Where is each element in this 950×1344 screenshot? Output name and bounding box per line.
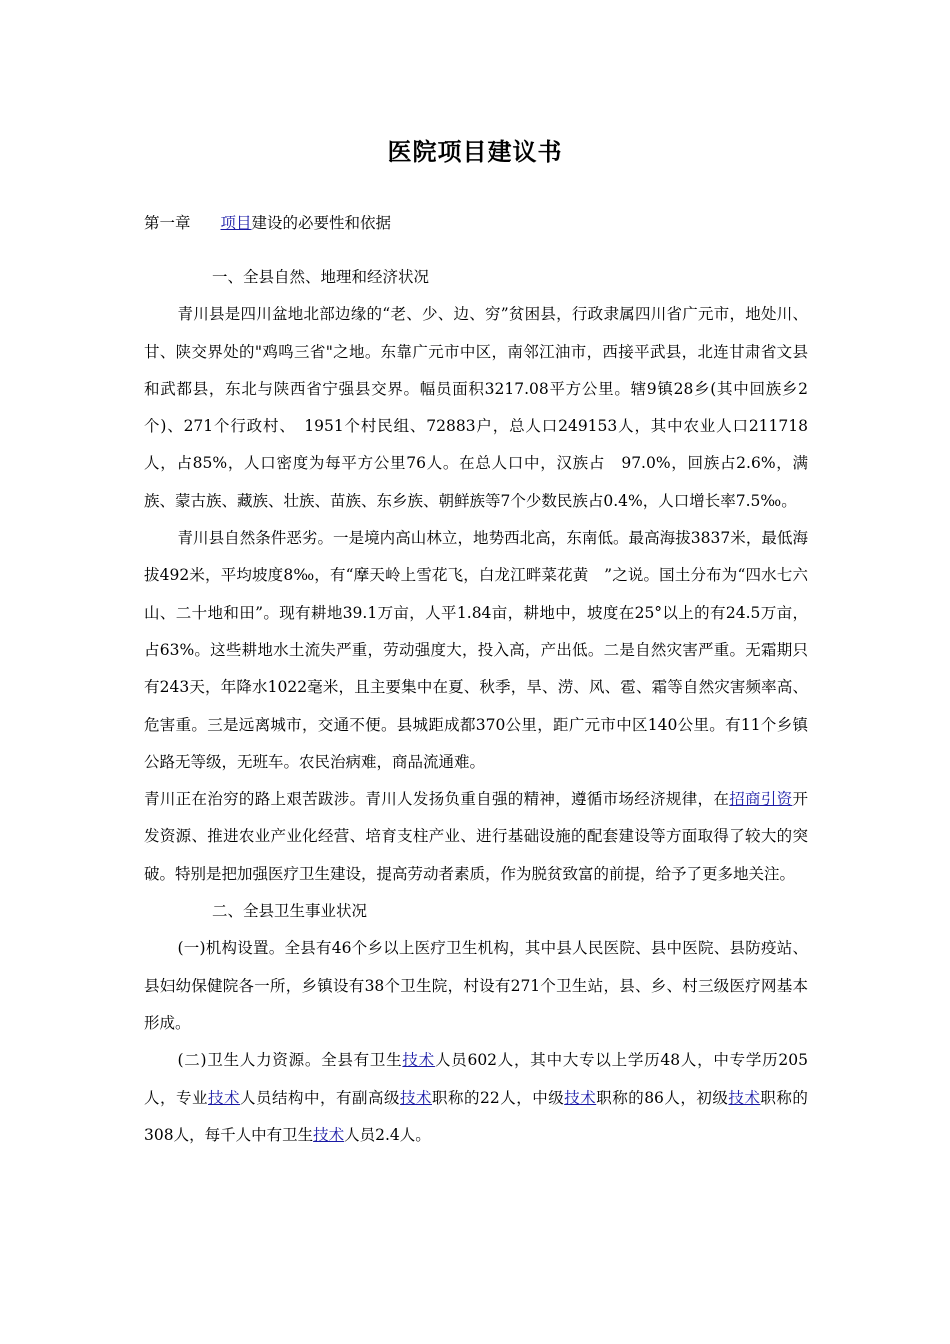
- paragraph-3-text-b: 开发资源、推进农业产业化经营、培育支柱产业、进行基础设施的配套建设等方面取得了较大的突破。特别是把加强医疗卫生建设，提高劳动者素质，作为脱贫致富的前提，给予了更多地关注。: [144, 790, 808, 883]
- chapter-heading: [144, 211, 391, 233]
- paragraph-3-text-a: 青川正在治穷的路上艰苦跋涉。青川人发扬负重自强的精神，遵循市场经济规律，在: [144, 790, 730, 809]
- section-2-paragraph-1: (一)机构设置。全县有46个乡以上医疗卫生机构，其中县人民医院、县中医院、县防疫站、县妇幼保健院各一所，乡镇设有38个卫生院，村设有271个卫生站，县、乡、村三级医疗网基本形成。: [144, 939, 808, 1032]
- p2-text-b: 人员602人，其中大专以上学历48人，中专学历205人，专业: [144, 1051, 808, 1107]
- technology-link[interactable]: 技术: [402, 1051, 435, 1070]
- section-2-heading: 二、全县卫生事业状况: [212, 902, 368, 921]
- chapter-title-rest: 建设的必要性和依据: [251, 214, 392, 232]
- chapter-label: 第一章: [144, 214, 191, 232]
- chapter-project-link[interactable]: 项目: [220, 214, 252, 232]
- technology-link[interactable]: 技术: [313, 1125, 345, 1144]
- p2-text-g: 人员2.4人。: [344, 1125, 431, 1144]
- section-2-paragraph-2: [144, 1042, 808, 1154]
- section-1: [144, 259, 808, 1154]
- technology-link[interactable]: 技术: [208, 1088, 240, 1107]
- p2-text-c: 人员结构中，有副高级: [240, 1088, 400, 1107]
- investment-link[interactable]: 招商引资: [729, 790, 793, 809]
- section-1-paragraph-3: [144, 781, 808, 893]
- p2-text-d: 职称的22人，中级: [431, 1088, 565, 1107]
- p2-text-a: (二)卫生人力资源。全县有卫生: [177, 1051, 403, 1070]
- p2-text-f: 职称的308人，每千人中有卫生: [144, 1088, 808, 1144]
- document-title: 医院项目建议书: [387, 137, 563, 166]
- section-1-heading: 一、全县自然、地理和经济状况: [212, 268, 430, 286]
- technology-link[interactable]: 技术: [728, 1088, 761, 1107]
- technology-link[interactable]: 技术: [399, 1088, 432, 1107]
- section-1-paragraph-2: 青川县自然条件恶劣。一是境内高山林立，地势西北高，东南低。最高海拔3837米，最低海拔492米，平均坡度8‰，有“摩天岭上雪花飞，白龙江畔菜花黄 ”之说。国土分布为“四水七六山、二十地和田”。现有耕地39.1万亩，人平1.84亩，耕地中，坡度在25°以上的有24.5万亩，占63%。这些耕地水土流失严重，劳动强度大，投入高，产出低。二是自然灾害严重。无霜期只有243天，年降水1022毫米，且主要集中在夏、秋季，旱、涝、风、雹、霜等自然灾害频率高、危害重。三是远离城市，交通不便。县城距成都370公里，距广元市中区140公里。有11个乡镇公路无等级，无班车。农民治病难，商品流通难。: [144, 529, 808, 771]
- technology-link[interactable]: 技术: [564, 1088, 597, 1107]
- p2-text-e: 职称的86人，初级: [596, 1088, 729, 1107]
- section-1-paragraph-1: 青川县是四川盆地北部边缘的“老、少、边、穷”贫困县，行政隶属四川省广元市，地处川、甘、陕交界处的"鸡鸣三省"之地。东靠广元市中区，南邻江油市，西接平武县，北连甘肃省文县和武都县，东北与陕西省宁强县交界。幅员面积3217.08平方公里。辖9镇28乡(其中回族乡2个)、271个行政村、 1951个村民组、72883户，总人口249153人，其中农业人口211718人，占85%，人口密度为每平方公里76人。在总人口中，汉族占 97.0%，回族占2.6%，满族、蒙古族、藏族、壮族、苗族、东乡族、朝鲜族等7个少数民族占0.4%，人口增长率7.5‰。: [144, 305, 808, 510]
